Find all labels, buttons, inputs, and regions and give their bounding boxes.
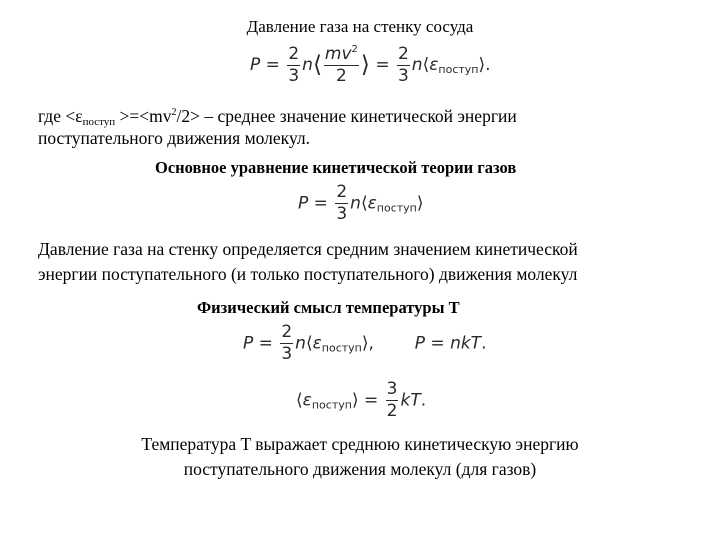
definition-line-2: поступательного движения молекул.	[38, 128, 311, 148]
formula-pressure-nkt: P = $\frac{2}{3}$ $n⟨\varepsilon_{поступ}⟩$, P = nkT.	[243, 322, 487, 364]
formula-basic-equation: P = $\frac{2}{3}$ $n⟨\varepsilon_{поступ}⟩$	[298, 182, 424, 224]
heading-basic-equation: Основное уравнение кинетической теории газов	[155, 158, 517, 177]
statement-line-2: энергии поступательного (и только поступательного) движения молекул	[38, 264, 578, 284]
formula-energy-kt: $⟨\varepsilon_{поступ}⟩$ = $\frac{3}{2}$ kT.	[296, 379, 427, 421]
formula-pressure-mv: P = $\frac{2}{3}$ n⟨ $\frac{mv^2}{2}$ ⟩ = $\frac{2}{3}$ $n⟨\varepsilon_{поступ}⟩$.	[250, 43, 491, 86]
statement-line-1: Давление газа на стенку определяется средним значением кинетической	[38, 239, 578, 259]
conclusion-line-2: поступательного движения молекул (для газов)	[183, 459, 537, 479]
conclusion-line-1: Температура T выражает среднюю кинетическую энергию	[141, 434, 579, 454]
definition-line-1: где $<\varepsilon_{поступ} >=<mv^2/2>$ – среднее значение кинетической энергии	[38, 106, 517, 128]
page-title: Давление газа на стенку сосуда	[246, 17, 474, 36]
heading-temperature-meaning: Физический смысл температуры T	[197, 298, 460, 317]
